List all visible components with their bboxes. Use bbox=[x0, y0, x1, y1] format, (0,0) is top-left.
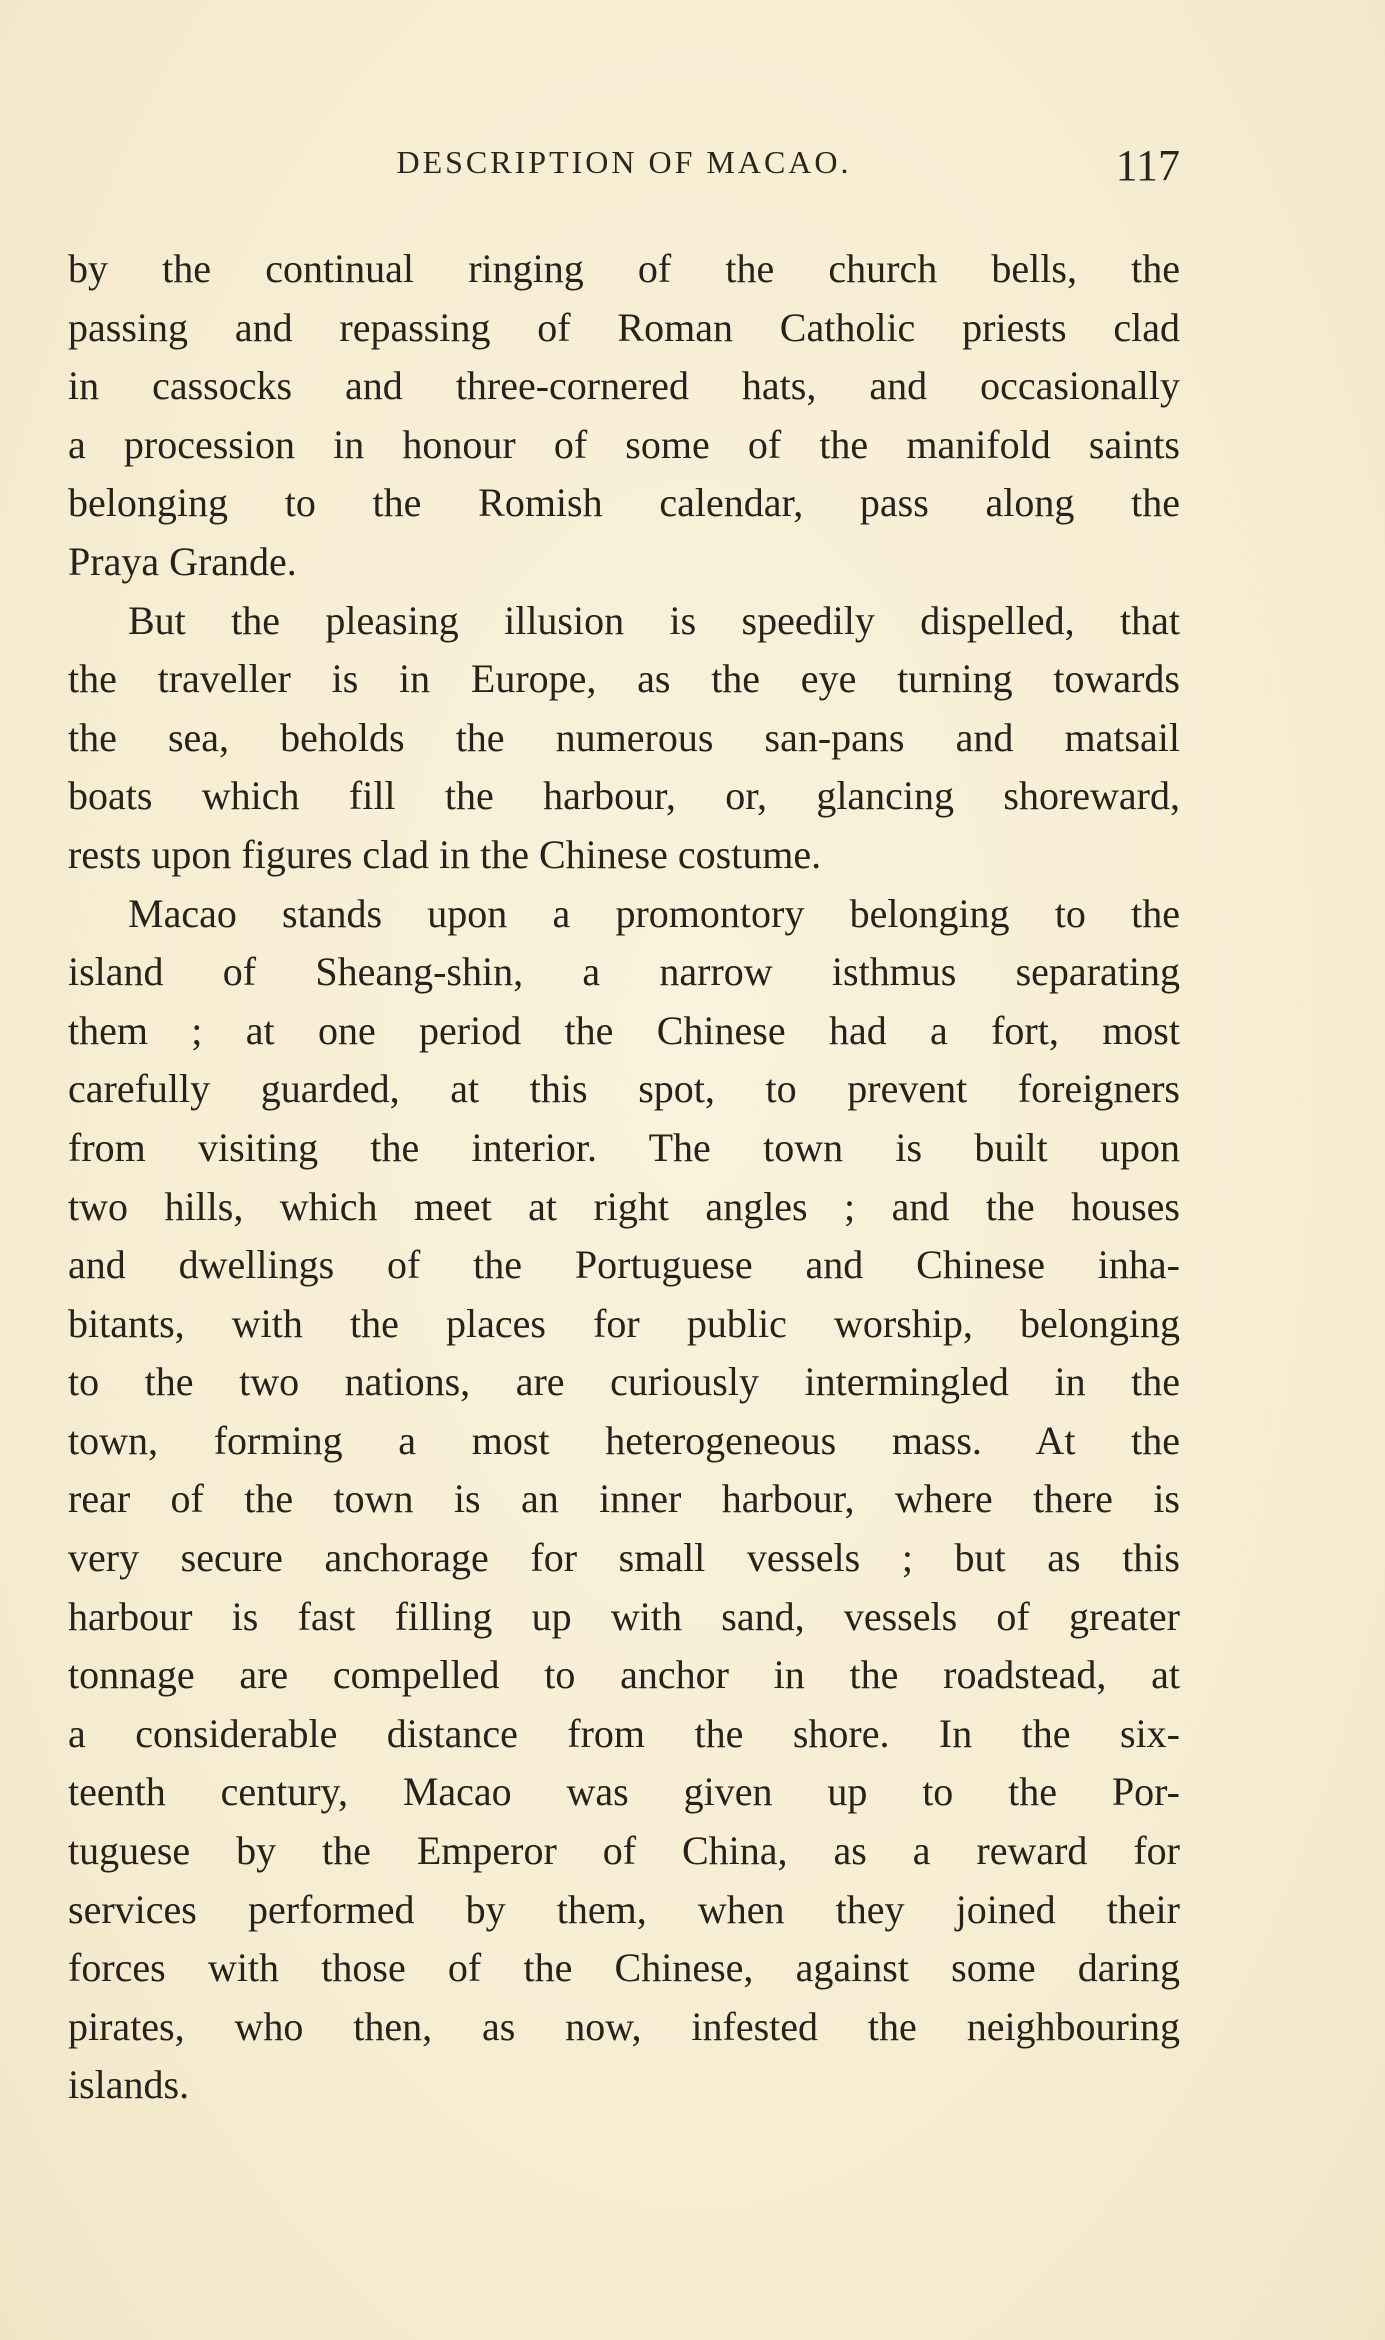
text-line: bitants, with the places for public worship, belonging bbox=[68, 1300, 1180, 1346]
running-title: DESCRIPTION OF MACAO. bbox=[396, 144, 852, 180]
text-line: belonging to the Romish calendar, pass along the bbox=[68, 480, 1180, 526]
text-line: forces with those of the Chinese, against some daring bbox=[68, 1945, 1180, 1991]
text-line: in cassocks and three-cornered hats, and occasionally bbox=[68, 363, 1180, 409]
text-line: by the continual ringing of the church bells, the bbox=[68, 246, 1180, 291]
text-line: from visiting the interior. The town is built upon bbox=[68, 1124, 1180, 1170]
text-line: Macao stands upon a promontory belonging to the bbox=[128, 890, 1180, 936]
text-line: islands. bbox=[68, 2062, 190, 2108]
text-line: harbour is fast filling up with sand, vessels of greater bbox=[68, 1593, 1180, 1639]
text-line: very secure anchorage for small vessels ; but as this bbox=[68, 1535, 1180, 1581]
text-line: carefully guarded, at this spot, to prevent foreigners bbox=[68, 1066, 1180, 1112]
text-line: a considerable distance from the shore. In the six- bbox=[68, 1710, 1180, 1756]
text-line: town, forming a most heterogeneous mass. At the bbox=[68, 1417, 1180, 1463]
text-line: them ; at one period the Chinese had a fort, most bbox=[68, 1007, 1180, 1053]
text-line: the traveller is in Europe, as the eye turning towards bbox=[68, 656, 1180, 702]
text-line: rests upon figures clad in the Chinese costume. bbox=[68, 831, 822, 877]
text-line: teenth century, Macao was given up to the Por- bbox=[68, 1769, 1180, 1815]
page-number: 117 bbox=[1115, 141, 1180, 190]
text-line: a procession in honour of some of the manifold saints bbox=[68, 421, 1180, 467]
running-head bbox=[68, 140, 1180, 188]
text-line: pirates, who then, as now, infested the neighbouring bbox=[68, 2003, 1180, 2049]
paragraph-2 bbox=[68, 592, 1180, 885]
text-line: the sea, beholds the numerous san-pans and matsail bbox=[68, 714, 1180, 760]
text-line: island of Sheang-shin, a narrow isthmus separating bbox=[68, 949, 1180, 995]
paragraph-3 bbox=[68, 885, 1180, 2115]
text-line: Praya Grande. bbox=[68, 538, 297, 584]
text-line: and dwellings of the Portuguese and Chinese inha- bbox=[68, 1242, 1180, 1288]
text-line: rear of the town is an inner harbour, where there is bbox=[68, 1476, 1180, 1522]
text-line: But the pleasing illusion is speedily dispelled, that bbox=[128, 597, 1180, 643]
body-text bbox=[68, 240, 1180, 2115]
text-line: passing and repassing of Roman Catholic priests clad bbox=[68, 304, 1180, 350]
text-line: boats which fill the harbour, or, glancing shoreward, bbox=[68, 773, 1180, 819]
text-line: tuguese by the Emperor of China, as a reward for bbox=[68, 1828, 1180, 1874]
text-line: two hills, which meet at right angles ; and the houses bbox=[68, 1183, 1180, 1229]
text-line: tonnage are compelled to anchor in the roadstead, at bbox=[68, 1652, 1180, 1698]
text-line: to the two nations, are curiously intermingled in the bbox=[68, 1359, 1180, 1405]
paragraph-1 bbox=[68, 240, 1180, 592]
text-line: services performed by them, when they joined their bbox=[68, 1886, 1180, 1932]
